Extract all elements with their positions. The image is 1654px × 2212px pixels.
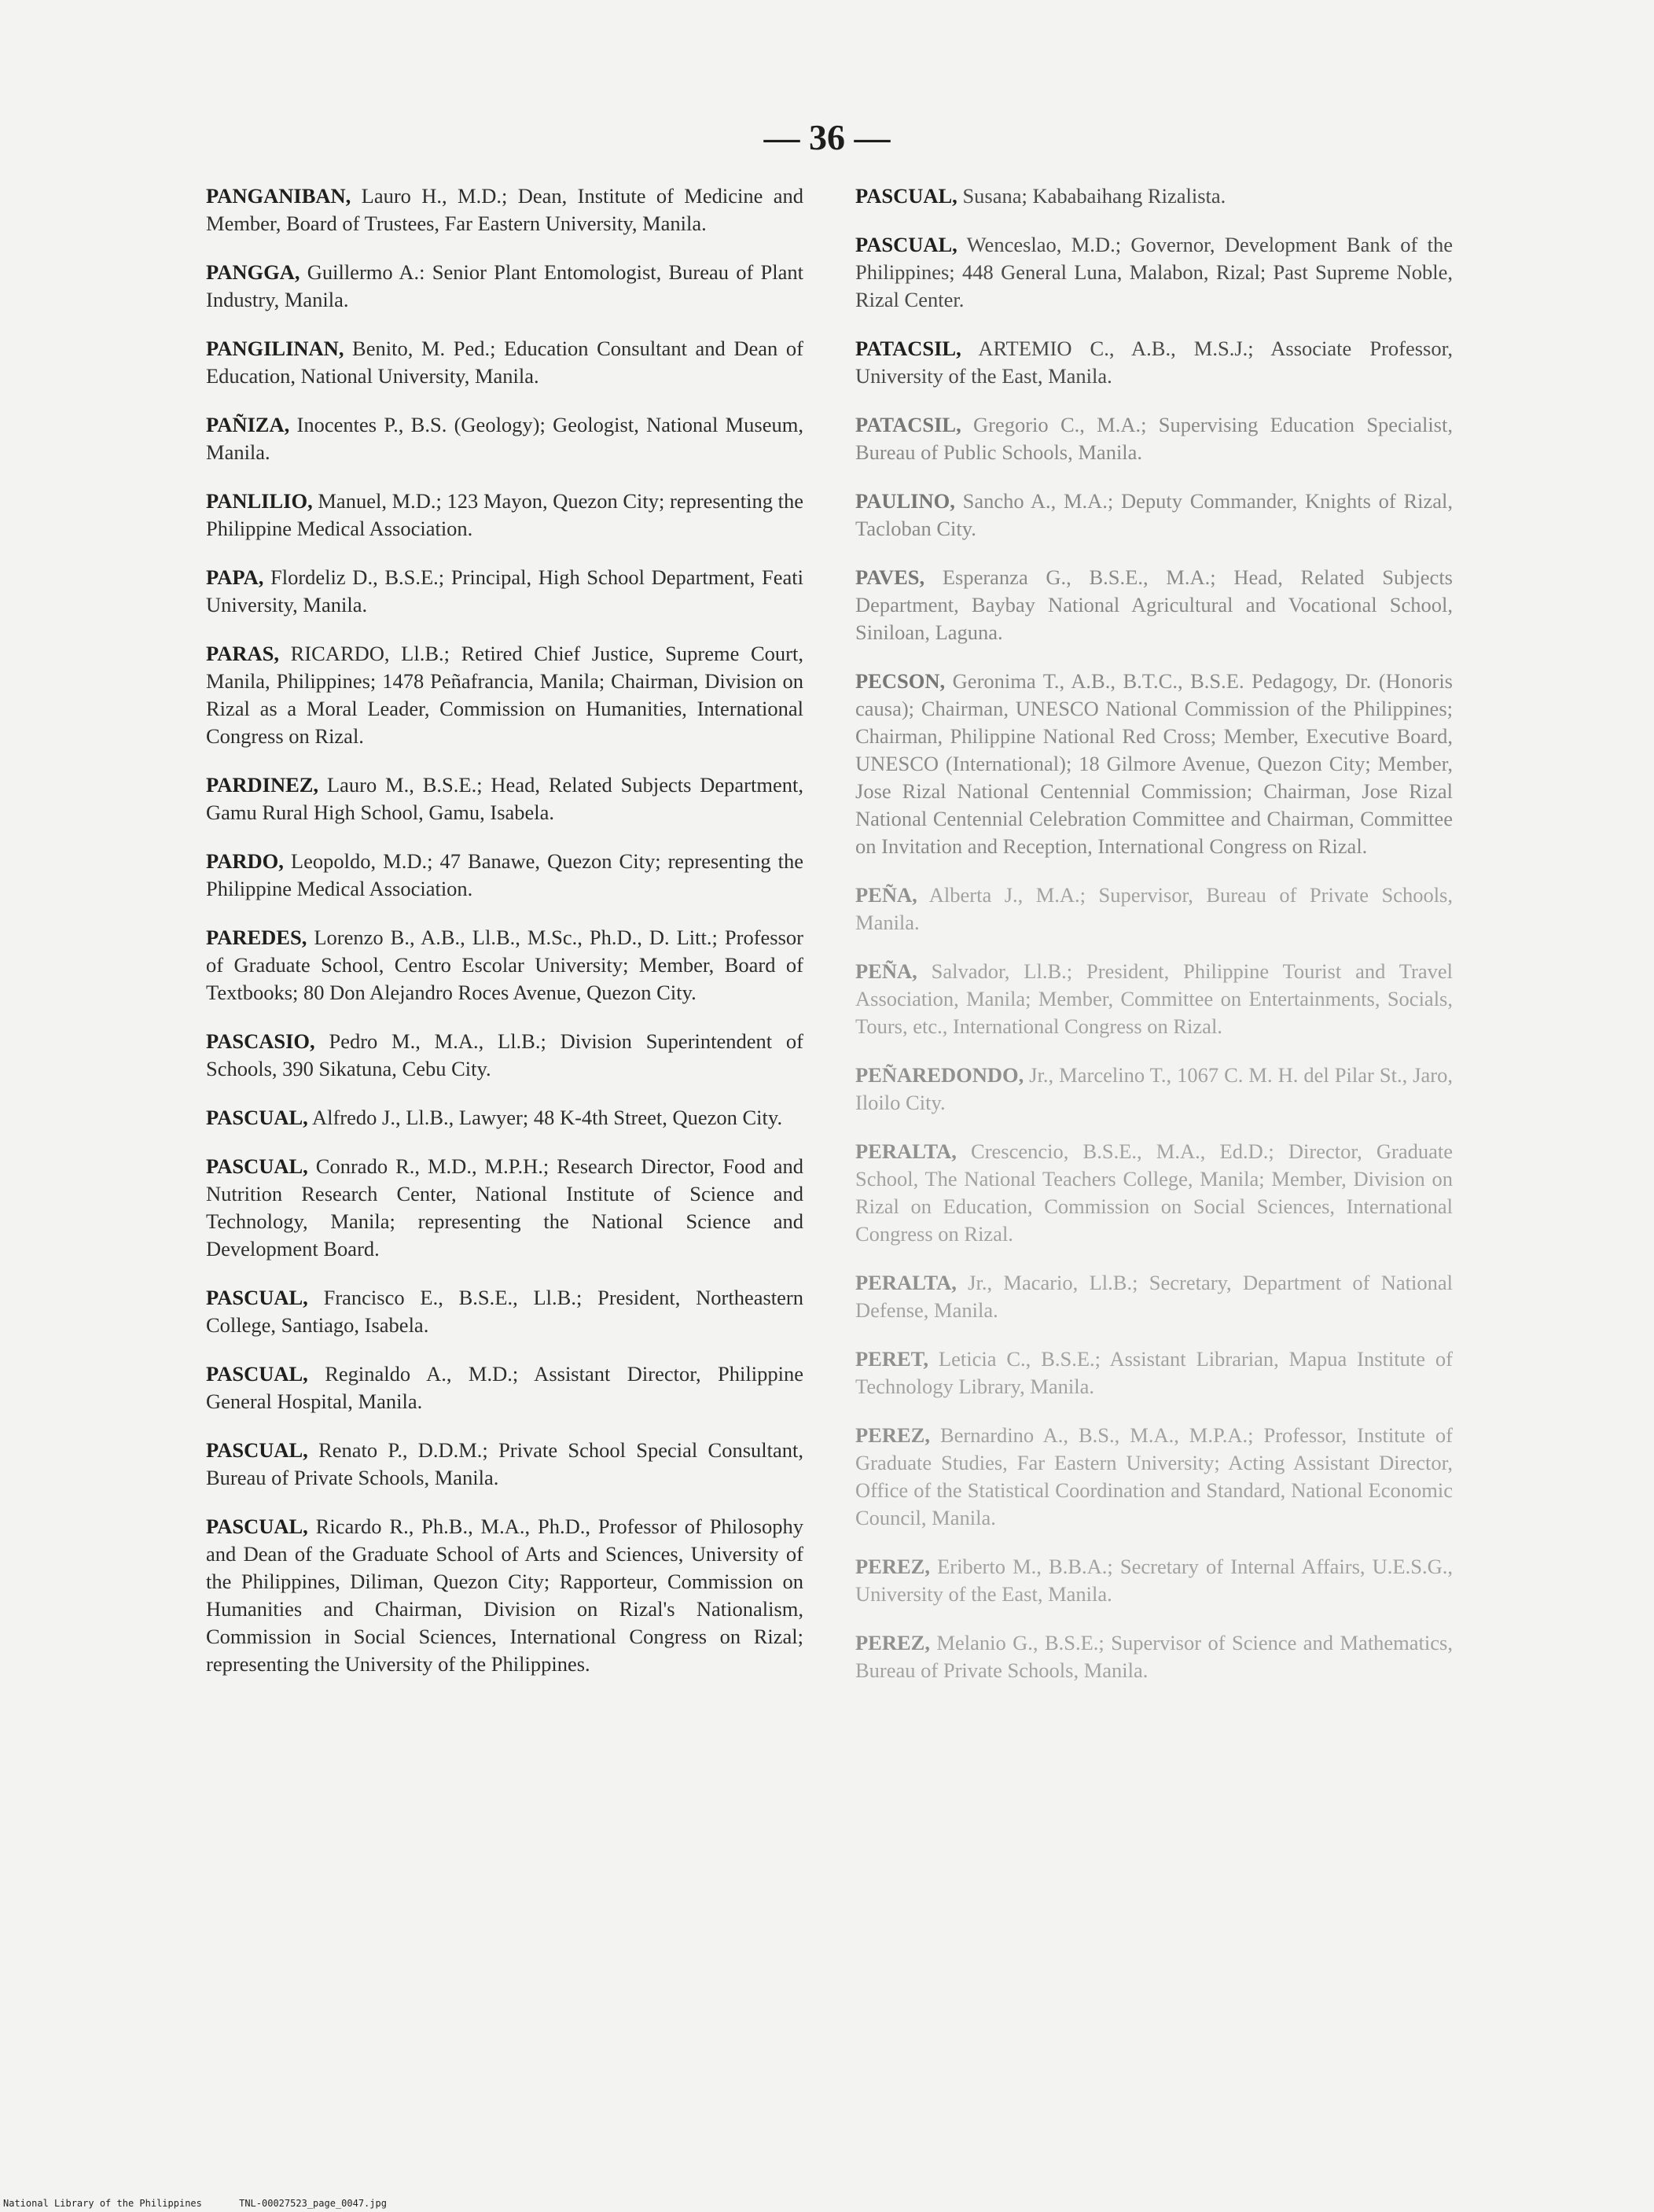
footer-file: TNL-00027523_page_0047.jpg [239,2198,387,2209]
directory-entry [855,1553,1453,1608]
entry-details: Francisco E., B.S.E., Ll.B.; President, Northeastern College, Santiago, Isabela. [206,1286,803,1337]
directory-entry [206,1153,803,1263]
directory-entry [855,881,1453,937]
directory-entry [206,1513,803,1678]
directory-entry [855,335,1453,390]
entry-details: Susana; Kababaihang Rizalista. [957,184,1226,208]
entry-details: Alberta J., M.A.; Supervisor, Bureau of Private Schools, Manila. [855,883,1453,934]
entry-details: Sancho A., M.A.; Deputy Commander, Knights of Rizal, Tacloban City. [855,489,1453,540]
directory-entry [206,1437,803,1492]
entry-surname: PAULINO, [855,489,955,513]
entry-surname: PANLILIO, [206,489,313,513]
directory-entry [855,488,1453,543]
directory-entry [855,1062,1453,1117]
entry-surname: PAREDES, [206,926,307,949]
entry-details: Inocentes P., B.S. (Geology); Geologist, National Museum, Manila. [206,413,803,464]
entry-surname: PATACSIL, [855,337,961,360]
entry-surname: PERALTA, [855,1271,957,1294]
entry-surname: PASCUAL, [206,1154,308,1178]
directory-entry [206,411,803,466]
entry-surname: PARDINEZ, [206,773,319,797]
entry-details: Ricardo R., Ph.B., M.A., Ph.D., Professor of Philosophy and Dean of the Graduate School of Arts and Sciences, University of the Philippines, Diliman, Quezon City; Rapporteur, Commission on Humanities and Chairman, Division on Rizal's Nationalism, Commission in Social Sciences, International Congress on Rizal; representing the University of the Philippines. [206,1515,803,1676]
directory-entry [855,1422,1453,1532]
directory-entry [206,848,803,903]
directory-entry [206,488,803,543]
entry-details: Leopoldo, M.D.; 47 Banawe, Quezon City; representing the Philippine Medical Association. [206,849,803,900]
directory-entry [206,771,803,826]
entry-details: Conrado R., M.D., M.P.H.; Research Director, Food and Nutrition Research Center, National Institute of Science and Technology, Manila; representing the National Science and Development Board. [206,1154,803,1261]
entry-surname: PASCUAL, [206,1515,308,1538]
directory-entry [855,182,1453,210]
directory-entry [855,1138,1453,1248]
entry-surname: PEREZ, [855,1423,930,1447]
directory-entry [855,1629,1453,1684]
entry-details: Gregorio C., M.A.; Supervising Education Specialist, Bureau of Public Schools, Manila. [855,413,1453,464]
entry-surname: PASCUAL, [206,1438,308,1462]
entry-details: ARTEMIO C., A.B., M.S.J.; Associate Professor, University of the East, Manila. [855,337,1453,388]
directory-entry [206,564,803,619]
entry-surname: PERET, [855,1347,929,1371]
left-column [206,182,803,1699]
entry-details: Melanio G., B.S.E.; Supervisor of Science and Mathematics, Bureau of Private Schools, Manila. [855,1631,1453,1682]
directory-entry [206,182,803,237]
entry-surname: PASCASIO, [206,1029,315,1053]
footer [3,2198,418,2209]
directory-entry [206,640,803,750]
entry-details: Pedro M., M.A., Ll.B.; Division Superintendent of Schools, 390 Sikatuna, Cebu City. [206,1029,803,1080]
entry-surname: PATACSIL, [855,413,961,436]
entry-surname: PEÑA, [855,959,917,983]
directory-entry [206,1104,803,1132]
entry-surname: PEÑAREDONDO, [855,1063,1024,1087]
entry-surname: PANGANIBAN, [206,184,351,208]
directory-entry [855,231,1453,314]
entry-surname: PEREZ, [855,1631,930,1654]
entry-surname: PEREZ, [855,1555,930,1578]
entry-surname: PARDO, [206,849,284,873]
footer-library: National Library of the Philippines [3,2198,202,2209]
entry-surname: PASCUAL, [206,1362,308,1386]
entry-details: Lauro M., B.S.E.; Head, Related Subjects Department, Gamu Rural High School, Gamu, Isabela. [206,773,803,824]
entry-details: Renato P., D.D.M.; Private School Special Consultant, Bureau of Private Schools, Manila. [206,1438,803,1489]
entry-surname: PECSON, [855,669,946,693]
page-number: — 36 — [763,117,891,157]
directory-entry [206,1284,803,1339]
directory-entry [855,668,1453,860]
entry-details: Alfredo J., Ll.B., Lawyer; 48 K-4th Street, Quezon City. [307,1106,783,1129]
entry-details: Lauro H., M.D.; Dean, Institute of Medicine and Member, Board of Trustees, Far Eastern University, Manila. [206,184,803,235]
entry-surname: PAPA, [206,565,264,589]
directory-entry [855,1345,1453,1400]
entry-surname: PASCUAL, [855,184,957,208]
entry-surname: PASCUAL, [206,1286,308,1309]
directory-entry [206,259,803,314]
entry-details: Leticia C., B.S.E.; Assistant Librarian, Mapua Institute of Technology Library, Manila. [855,1347,1453,1398]
directory-entry [855,1269,1453,1324]
directory-entry [855,411,1453,466]
entry-surname: PERALTA, [855,1139,957,1163]
entry-details: Bernardino A., B.S., M.A., M.P.A.; Professor, Institute of Graduate Studies, Far Eastern University; Acting Assistant Director, Office of the Statistical Coordination and Standard, National Economic Council, Manila. [855,1423,1453,1529]
directory-entry [206,1028,803,1083]
entry-details: Eriberto M., B.B.A.; Secretary of Internal Affairs, U.E.S.G., University of the East, Manila. [855,1555,1453,1606]
entry-details: Wenceslao, M.D.; Governor, Development Bank of the Philippines; 448 General Luna, Malabon, Rizal; Past Supreme Noble, Rizal Center. [855,233,1453,311]
entry-details: Lorenzo B., A.B., Ll.B., M.Sc., Ph.D., D. Litt.; Professor of Graduate School, Centro Escolar University; Member, Board of Textbooks; 80 Don Alejandro Roces Avenue, Quezon City. [206,926,803,1004]
entry-details: Benito, M. Ped.; Education Consultant and Dean of Education, National University, Manila. [206,337,803,388]
entry-details: Flordeliz D., B.S.E.; Principal, High School Department, Feati University, Manila. [206,565,803,616]
entry-details: Guillermo A.: Senior Plant Entomologist, Bureau of Plant Industry, Manila. [206,260,803,311]
entry-surname: PAÑIZA, [206,413,290,436]
directory-entry [855,958,1453,1040]
entry-details: Reginaldo A., M.D.; Assistant Director, Philippine General Hospital, Manila. [206,1362,803,1413]
entry-details: Salvador, Ll.B.; President, Philippine Tourist and Travel Association, Manila; Member, Committee on Entertainments, Socials, Tours, etc., International Congress on Rizal. [855,959,1453,1038]
entry-surname: PASCUAL, [206,1106,308,1129]
entry-details: Jr., Marcelino T., 1067 C. M. H. del Pilar St., Jaro, Iloilo City. [855,1063,1453,1114]
directory-entry [206,335,803,390]
entry-surname: PASCUAL, [855,233,957,256]
entry-details: RICARDO, Ll.B.; Retired Chief Justice, Supreme Court, Manila, Philippines; 1478 Peñafrancia, Manila; Chairman, Division on Rizal as a Moral Leader, Commission on Humanities, International Congress on Rizal. [206,642,803,748]
entry-details: Manuel, M.D.; 123 Mayon, Quezon City; representing the Philippine Medical Association. [206,489,803,540]
right-column [855,182,1453,1706]
entry-surname: PANGILINAN, [206,337,344,360]
entry-surname: PEÑA, [855,883,917,907]
entry-surname: PAVES, [855,565,925,589]
entry-details: Geronima T., A.B., B.T.C., B.S.E. Pedagogy, Dr. (Honoris causa); Chairman, UNESCO National Commission of the Philippines; Chairman, Philippine National Red Cross; Member, Executive Board, UNESCO (International); 18 Gilmore Avenue, Quezon City; Member, Jose Rizal National Centennial Commission; Chairman, Jose Rizal National Centennial Celebration Committee and Chairman, Committee on Invitation and Reception, International Congress on Rizal. [855,669,1453,858]
entry-details: Crescencio, B.S.E., M.A., Ed.D.; Director, Graduate School, The National Teachers College, Manila; Member, Division on Rizal on Education, Commission on Social Sciences, International Congress on Rizal. [855,1139,1453,1246]
directory-entry [206,924,803,1007]
directory-entry [855,564,1453,646]
directory-entry [206,1360,803,1415]
entry-details: Jr., Macario, Ll.B.; Secretary, Department of National Defense, Manila. [855,1271,1453,1322]
entry-surname: PANGGA, [206,260,300,284]
entry-surname: PARAS, [206,642,279,665]
entry-details: Esperanza G., B.S.E., M.A.; Head, Related Subjects Department, Baybay National Agricultural and Vocational School, Siniloan, Laguna. [855,565,1453,644]
